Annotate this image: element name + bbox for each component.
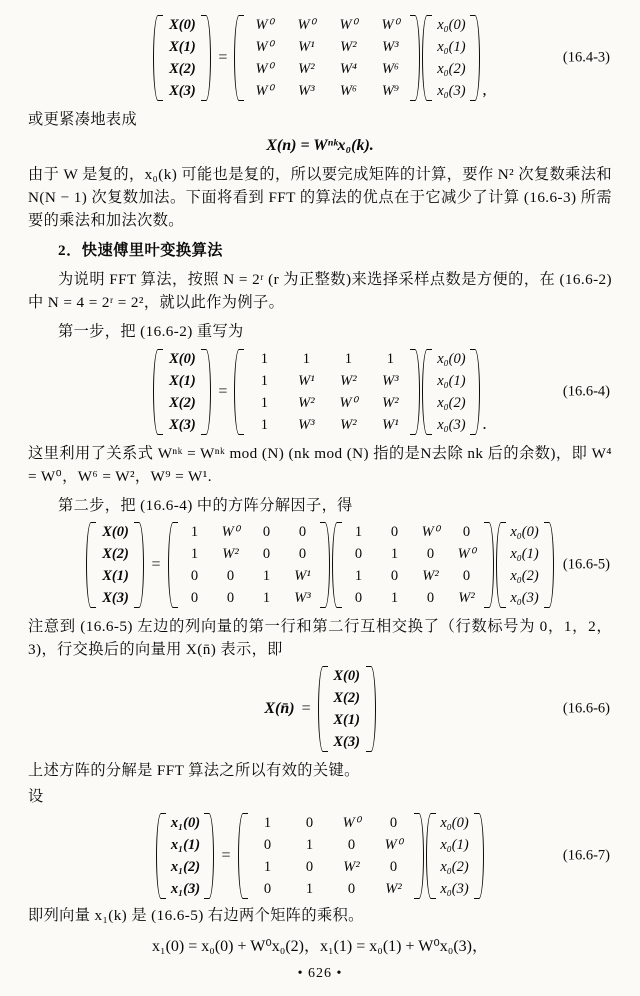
matrix-cell: W⁰ — [339, 17, 358, 33]
matrix-cell: 1 — [263, 858, 272, 875]
matrix-cell: X(3) — [169, 83, 196, 100]
matrix-factor-b2 — [238, 812, 424, 900]
matrix-cell: W³ — [294, 590, 311, 607]
matrix-cell: x₀(3) — [510, 590, 539, 607]
matrix-cell: x₁(0) — [170, 814, 201, 831]
matrix-cell: x₁(3) — [170, 880, 201, 897]
matrix-cell: W² — [298, 61, 315, 78]
equation-16-4-3 — [28, 14, 612, 102]
matrix-cell: X(0) — [169, 350, 196, 367]
column-vector-x0 — [422, 14, 480, 102]
column-vector-X — [153, 14, 211, 102]
matrix-cell: W³ — [382, 39, 399, 56]
matrix-cell: 0 — [462, 523, 471, 540]
matrix-cell: 0 — [190, 590, 199, 607]
paragraph-row-swap: 注意到 (16.6-5) 左边的列向量的第一行和第二行互相交换了（行数标号为 0，1，2，3)，行交换后的向量用 X(n̄) 表示，即 — [28, 618, 612, 659]
matrix-cell: x₀(2) — [437, 394, 466, 411]
matrix-cell: 1 — [344, 350, 353, 367]
matrix-cell: W² — [340, 372, 357, 389]
matrix-cell: W⁰ — [297, 17, 316, 33]
matrix-cell: 0 — [298, 523, 307, 540]
matrix-cell: 0 — [305, 814, 314, 831]
matrix-cell: x₀(3) — [437, 416, 466, 433]
equation-16-6-5 — [28, 521, 612, 609]
matrix-cell: W⁰ — [342, 814, 361, 831]
matrix-cell: 0 — [226, 568, 235, 585]
matrix-cell: 0 — [426, 590, 435, 607]
column-vector-x0 — [426, 812, 484, 900]
matrix-cell: 0 — [262, 523, 271, 540]
matrix-cell: W⁰ — [255, 61, 274, 78]
matrix-cell: X(1) — [333, 712, 360, 729]
matrix-cell: 1 — [390, 590, 399, 607]
matrix-cell: W² — [298, 394, 315, 411]
column-vector-x1 — [156, 812, 214, 900]
matrix-cell: 0 — [354, 590, 363, 607]
equation-tag: (16.4-3) — [562, 49, 610, 66]
matrix-cell: 1 — [262, 590, 271, 607]
equation-tag: (16.6-6) — [562, 700, 610, 717]
paragraph-key-of-fft: 上述方阵的分解是 FFT 算法之所以有效的关键。 — [28, 762, 360, 780]
matrix-cell: x₁(1) — [170, 836, 201, 853]
matrix-factor-a — [168, 521, 330, 609]
paragraph-compact-form: 或更紧凑地表成 — [28, 111, 138, 129]
paragraph-product-of-matrices: 即列向量 x₁(k) 是 (16.6-5) 右边两个矩阵的乘积。 — [28, 906, 364, 924]
matrix-cell: 1 — [305, 880, 314, 897]
matrix-cell: 1 — [190, 546, 199, 563]
matrix-cell: 1 — [263, 814, 272, 831]
centered-equation-compact: X(n) = Wⁿᵏx₀(k). — [266, 137, 374, 155]
matrix-cell: W⁰ — [255, 83, 274, 100]
matrix-cell: W² — [343, 858, 360, 875]
matrix-cell: X(0) — [102, 523, 129, 540]
column-vector-X-reordered — [318, 665, 376, 753]
equals-sign: = — [151, 556, 161, 574]
matrix-cell: W² — [382, 394, 399, 411]
matrix-cell: W³ — [382, 372, 399, 389]
column-vector-x0 — [496, 521, 554, 609]
matrix-factor-b — [332, 521, 494, 609]
matrix-cell: W¹ — [298, 39, 315, 56]
matrix-cell: X(2) — [333, 690, 360, 707]
matrix-cell: 1 — [190, 523, 199, 540]
matrix-cell: 1 — [354, 523, 363, 540]
matrix-cell: 0 — [390, 568, 399, 585]
matrix-cell: 0 — [262, 546, 271, 563]
column-vector-x0 — [422, 348, 480, 436]
matrix-cell: 0 — [347, 836, 356, 853]
matrix-cell: X(1) — [102, 568, 129, 585]
matrix-cell: 1 — [354, 568, 363, 585]
matrix-cell: x₀(0) — [440, 814, 469, 831]
matrix-cell: W² — [458, 590, 475, 607]
matrix-cell: 1 — [390, 546, 399, 563]
matrix-cell: W⁰ — [381, 17, 400, 33]
matrix-cell: X(3) — [333, 734, 360, 751]
matrix-cell: W⁰ — [339, 394, 358, 411]
matrix-cell: X(1) — [169, 39, 196, 56]
matrix-cell: 0 — [263, 880, 272, 897]
matrix-cell: x₀(1) — [437, 372, 466, 389]
matrix-cell: W⁰ — [384, 836, 403, 853]
matrix-cell: 1 — [305, 836, 314, 853]
equals-sign: = — [218, 382, 228, 400]
equation-tail: . — [482, 413, 487, 433]
matrix-cell: W¹ — [294, 568, 311, 585]
matrix-cell: W⁰ — [221, 523, 240, 540]
matrix-cell: W² — [222, 546, 239, 563]
paragraph-step-one: 第一步，把 (16.6-2) 重写为 — [58, 323, 244, 341]
matrix-cell: 0 — [347, 880, 356, 897]
matrix-cell: 0 — [305, 858, 314, 875]
matrix-cell: x₀(2) — [440, 858, 469, 875]
matrix-cell: X(2) — [102, 546, 129, 563]
matrix-cell: X(0) — [333, 668, 360, 685]
equation-tail: , — [482, 80, 487, 100]
equation-16-6-6 — [28, 665, 612, 753]
matrix-cell: 0 — [226, 590, 235, 607]
equation-tag: (16.6-5) — [562, 556, 610, 573]
matrix-cell: 1 — [260, 416, 269, 433]
matrix-cell: X(3) — [102, 590, 129, 607]
vector-label-X-bar: X(n̄) — [264, 700, 295, 718]
matrix-cell: 0 — [298, 546, 307, 563]
matrix-cell: x₀(0) — [437, 350, 466, 367]
equation-16-6-7 — [28, 812, 612, 900]
matrix-cell: W² — [340, 39, 357, 56]
matrix-cell: 0 — [354, 546, 363, 563]
matrix-cell: W⁴ — [339, 61, 357, 78]
column-vector-X-swapped — [86, 521, 144, 609]
matrix-cell: x₀(3) — [437, 83, 466, 100]
matrix-cell: x₀(3) — [440, 880, 469, 897]
matrix-W — [234, 14, 420, 102]
paragraph-step-two: 第二步，把 (16.6-4) 中的方阵分解因子，得 — [58, 496, 353, 514]
matrix-cell: x₀(0) — [437, 17, 466, 33]
matrix-cell: x₀(2) — [510, 568, 539, 585]
equation-tag: (16.6-4) — [562, 383, 610, 400]
matrix-cell: x₀(1) — [440, 836, 469, 853]
matrix-cell: 1 — [302, 350, 311, 367]
paragraph-modulo-relation: 这里利用了关系式 Wⁿᵏ = Wⁿᵏ mod (N) (nk mod (N) 指的是N去除 nk 后的余数)，即 W⁴ = W⁰，W⁶ = W²，W⁹ = W¹. — [28, 444, 612, 485]
matrix-cell: W³ — [298, 83, 315, 100]
matrix-cell: X(2) — [169, 61, 196, 78]
matrix-cell: 1 — [262, 568, 271, 585]
page-number: • 626 • — [297, 966, 343, 981]
matrix-cell: X(0) — [169, 17, 196, 33]
matrix-cell: W⁰ — [421, 523, 440, 540]
paragraph-sampling: 为说明 FFT 算法，按照 N = 2ʳ (r 为正整数)来选择采样点数是方便的，在 (16.6-2) 中 N = 4 = 2ʳ = 2²，就以此作为例子。 — [28, 271, 612, 312]
matrix-cell: X(1) — [169, 372, 196, 389]
paragraph-complexity: 由于 W 是复的，x₀(k) 可能也是复的，所以要完成矩阵的计算，要作 N² 次复数乘法和 N(N − 1) 次复数加法。下面将看到 FFT 的算法的优点在于它减少了计算 (16.6-3) 所需要的乘法和加法次数。 — [28, 166, 612, 230]
matrix-cell: 0 — [426, 546, 435, 563]
matrix-cell: 0 — [190, 568, 199, 585]
matrix-cell: W⁹ — [381, 83, 399, 100]
matrix-cell: W⁶ — [381, 61, 399, 78]
matrix-cell: 0 — [389, 814, 398, 831]
matrix-cell: X(2) — [169, 394, 196, 411]
matrix-cell: W³ — [298, 416, 315, 433]
matrix-cell: 0 — [462, 568, 471, 585]
matrix-cell: W⁰ — [255, 17, 274, 33]
matrix-cell: 1 — [260, 372, 269, 389]
matrix-cell: x₀(1) — [510, 546, 539, 563]
matrix-cell: 0 — [390, 523, 399, 540]
matrix-cell: W² — [422, 568, 439, 585]
matrix-cell: 1 — [386, 350, 395, 367]
matrix-cell: W⁰ — [255, 39, 274, 56]
matrix-cell: X(3) — [169, 416, 196, 433]
paragraph-let: 设 — [28, 787, 44, 805]
matrix-cell: x₀(2) — [437, 61, 466, 78]
matrix-cell: W⁰ — [457, 546, 476, 563]
matrix-cell: W⁶ — [339, 83, 357, 100]
matrix-cell: 1 — [260, 350, 269, 367]
column-vector-X — [153, 348, 211, 436]
matrix-cell: 1 — [260, 394, 269, 411]
matrix-cell: W² — [340, 416, 357, 433]
matrix-cell: 0 — [389, 858, 398, 875]
matrix-cell: x₀(1) — [437, 39, 466, 56]
centered-equation-x1-components: x₁(0) = x₀(0) + W⁰x₀(2)，x₁(1) = x₀(1) + W⁰x₀(3)， — [152, 937, 488, 955]
equation-16-6-4 — [28, 348, 612, 436]
matrix-W-reduced — [234, 348, 420, 436]
equals-sign: = — [218, 49, 228, 67]
section-heading-fft: 2．快速傅里叶变换算法 — [58, 241, 223, 259]
matrix-cell: x₁(2) — [170, 858, 201, 875]
matrix-cell: W² — [385, 880, 402, 897]
equals-sign: = — [221, 846, 231, 864]
matrix-cell: x₀(0) — [510, 523, 539, 540]
matrix-cell: W¹ — [298, 372, 315, 389]
equation-tag: (16.6-7) — [562, 847, 610, 864]
equals-sign: = — [301, 700, 311, 718]
matrix-cell: 0 — [263, 836, 272, 853]
matrix-cell: W¹ — [382, 416, 399, 433]
